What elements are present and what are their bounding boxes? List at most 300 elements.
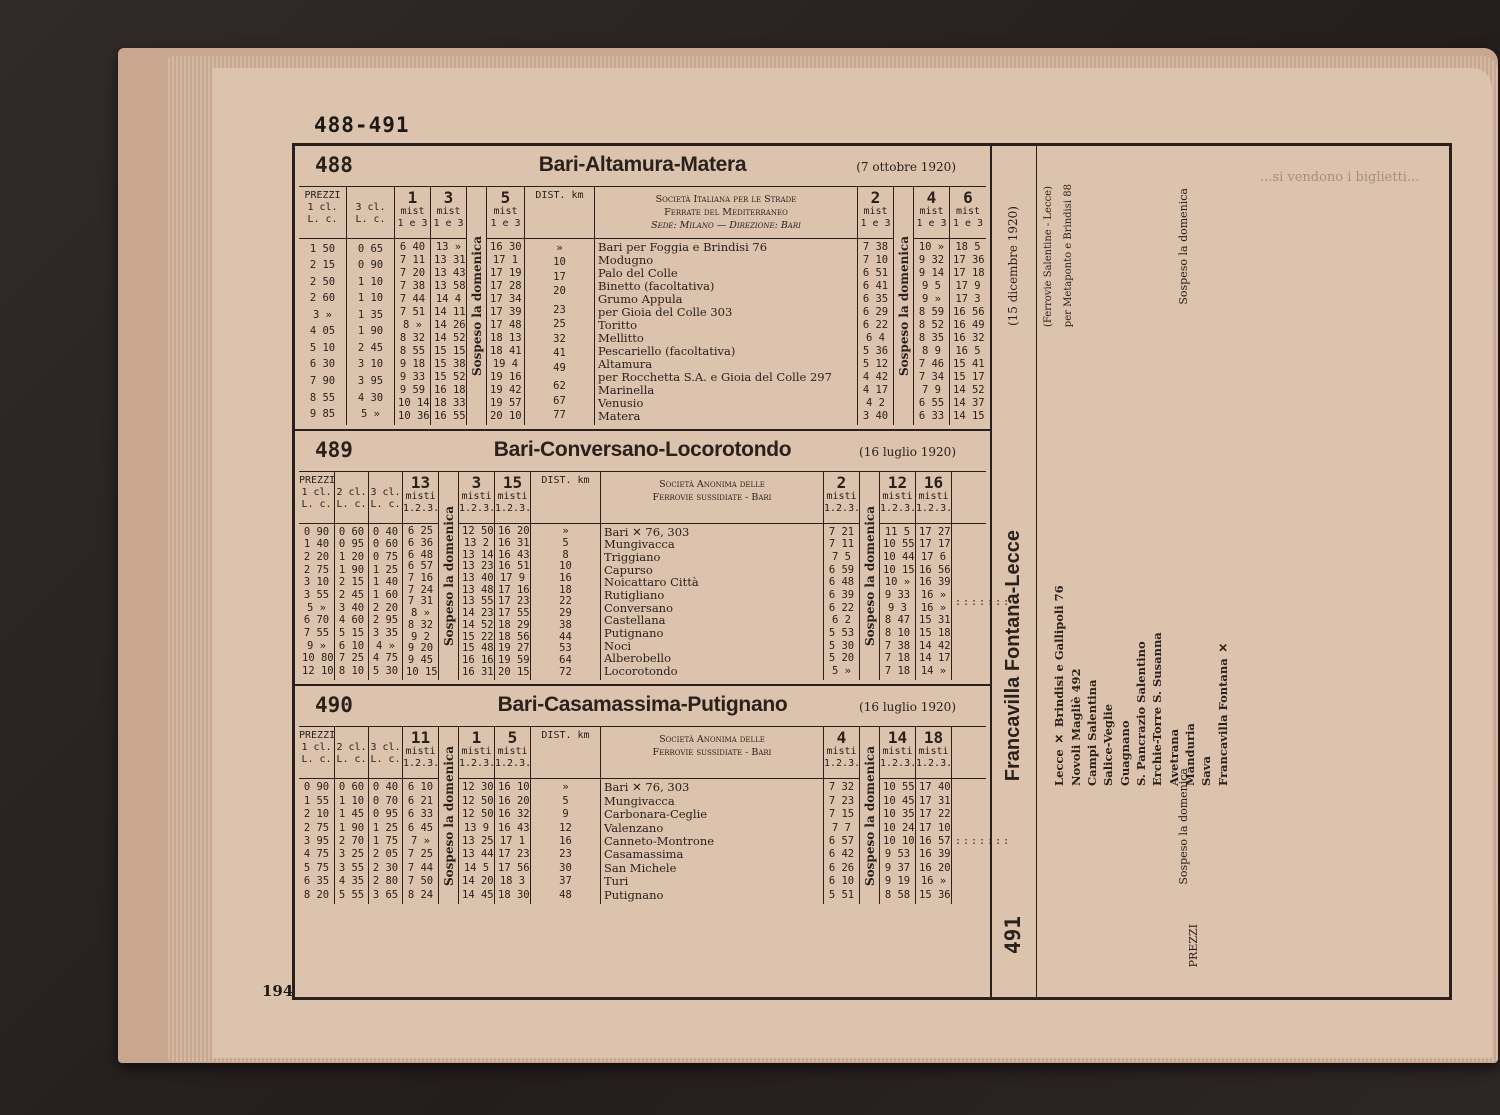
- section-title: Bari-Casamassima-Putignano: [497, 693, 788, 716]
- dots-filler: :::::::: [955, 836, 1012, 847]
- table-cell: 48: [559, 888, 572, 901]
- time-cell: 12 50: [462, 525, 494, 538]
- time-cell: 16 32: [953, 332, 985, 344]
- price-column-1cl: [299, 187, 347, 425]
- price-column-2cl: [335, 727, 369, 904]
- table-cell: 3 65: [372, 888, 399, 901]
- time-cell: 7 15: [828, 808, 855, 821]
- station-name: Pescariello (facoltativa): [598, 344, 736, 358]
- time-cell: 7 44: [399, 293, 426, 305]
- time-cell: 17 3: [955, 293, 981, 305]
- table-cell: 2 10: [303, 808, 330, 821]
- distance-header: DIST. km: [531, 727, 600, 779]
- time-cell: 8 10: [884, 627, 911, 640]
- time-cell: 7 »: [411, 834, 430, 847]
- table-cell: 4 75: [303, 848, 330, 861]
- table-cell: 7 55: [303, 627, 330, 640]
- table-cell: 1 40: [372, 576, 399, 589]
- train-class: 1.2.3.: [403, 758, 440, 769]
- train-column: [950, 187, 986, 425]
- train-header: [403, 727, 438, 779]
- table-cell: 30: [559, 861, 572, 874]
- station-name: per Rocchetta S.A. e Gioia del Colle 297: [598, 370, 832, 384]
- time-cell: 6 40: [399, 241, 426, 253]
- time-cell: 9 5: [922, 280, 941, 292]
- table-cell: 29: [559, 607, 572, 620]
- table-cell: 5 15: [338, 627, 365, 640]
- time-cell: 6 35: [862, 293, 889, 305]
- dots-filler: :::::::: [955, 596, 1012, 608]
- table-cell: 3 »: [313, 308, 332, 321]
- station-name: Campi Salentina: [1084, 679, 1099, 786]
- train-type: mist: [493, 206, 518, 217]
- train-header: [914, 187, 949, 239]
- time-cell: 8 24: [407, 888, 434, 901]
- time-cell: 15 41: [953, 358, 985, 370]
- train-header: [487, 187, 524, 239]
- time-cell: 17 10: [919, 821, 951, 834]
- train-header: [403, 472, 438, 524]
- train-header: [459, 472, 494, 524]
- table-cell: 1 75: [372, 834, 399, 847]
- time-cell: 17 39: [490, 306, 522, 318]
- time-cell: 14 26: [434, 319, 466, 331]
- time-cell: 17 31: [919, 794, 951, 807]
- time-cell: 5 36: [862, 345, 889, 357]
- station-name: Noci: [604, 638, 632, 653]
- train-type: mist: [863, 206, 888, 217]
- train-number: 2: [836, 473, 847, 492]
- table-cell: 7 25: [338, 652, 365, 665]
- sospeso-column: Sospeso la domenica: [860, 727, 880, 904]
- time-cell: 13 9: [463, 821, 490, 834]
- time-cell: 7 10: [862, 254, 889, 266]
- table-cell: 20: [553, 285, 566, 298]
- table-cell: 62: [553, 379, 566, 392]
- table-cell: »: [562, 525, 569, 538]
- price-column-3cl: [369, 472, 403, 680]
- section-title: Bari-Conversano-Locorotondo: [493, 438, 792, 461]
- train-column: [495, 727, 531, 904]
- table-cell: 3 35: [372, 627, 399, 640]
- time-cell: 18 41: [490, 345, 522, 357]
- time-cell: 13 23: [462, 560, 494, 573]
- table-cell: 3 25: [338, 848, 365, 861]
- table-cell: 5 75: [303, 861, 330, 874]
- time-cell: 5 20: [828, 652, 855, 665]
- time-cell: 16 20: [498, 525, 530, 538]
- table-cell: 2 20: [303, 551, 330, 564]
- table-cell: 1 45: [338, 808, 365, 821]
- time-cell: 19 16: [490, 371, 522, 383]
- table-cell: 23: [559, 848, 572, 861]
- table-cell: 0 60: [372, 538, 399, 551]
- time-cell: 15 48: [462, 642, 494, 655]
- table-cell: 3 10: [357, 358, 384, 371]
- table-cell: 0 75: [372, 551, 399, 564]
- company-header: Società Italiana per le Strade Ferrate del Mediterraneo Sede: Milano — Direzione: Bari: [595, 187, 857, 239]
- time-cell: 10 15: [406, 665, 438, 678]
- time-cell: 17 1: [492, 254, 519, 266]
- time-cell: 10 10: [883, 834, 915, 847]
- table-cell: 2 15: [338, 576, 365, 589]
- company-header: Società Anonima delle Ferrovie sussidiate - Bari: [601, 727, 823, 779]
- time-cell: 17 36: [953, 254, 985, 266]
- table-cell: 77: [553, 409, 566, 422]
- train-class: 1.2.3.: [916, 503, 953, 514]
- time-cell: 7 38: [862, 241, 889, 253]
- time-cell: 6 51: [862, 267, 889, 279]
- time-cell: 8 47: [884, 614, 911, 627]
- time-cell: 16 49: [953, 319, 985, 331]
- section-title: Francavilla Fontana-Lecce: [1001, 530, 1024, 782]
- station-name: Erchie-Torre S. Susanna: [1150, 632, 1165, 786]
- table-cell: 2 45: [338, 589, 365, 602]
- distance-column: [525, 187, 595, 425]
- train-type: misti: [405, 491, 436, 502]
- time-cell: 16 »: [920, 589, 947, 602]
- train-number: 14: [887, 728, 908, 747]
- station-name: Venusio: [598, 396, 644, 410]
- station-name: Capurso: [604, 562, 653, 577]
- table-cell: 64: [559, 653, 572, 666]
- time-cell: 12 30: [462, 781, 494, 794]
- time-cell: 10 44: [883, 551, 915, 564]
- time-cell: 13 2: [463, 537, 490, 550]
- time-cell: 5 12: [862, 358, 889, 370]
- train-type: mist: [400, 206, 425, 217]
- time-cell: 13 31: [434, 254, 466, 266]
- train-number: 1: [471, 728, 482, 747]
- time-cell: 7 16: [407, 572, 434, 585]
- timetable-490: [295, 686, 1012, 908]
- time-cell: 10 45: [883, 794, 915, 807]
- train-number: 13: [410, 473, 431, 492]
- train-header: [459, 727, 494, 779]
- section-number: 491: [1001, 916, 1025, 954]
- time-cell: 17 19: [490, 267, 522, 279]
- time-cell: 7 50: [407, 875, 434, 888]
- time-cell: 16 31: [498, 537, 530, 550]
- sospeso-column: Sospeso la domenica: [439, 472, 459, 680]
- table-cell: 5 10: [309, 341, 336, 354]
- time-cell: 14 52: [434, 332, 466, 344]
- table-cell: 1 90: [357, 325, 384, 338]
- time-cell: 16 56: [919, 563, 951, 576]
- table-cell: 4 75: [372, 652, 399, 665]
- train-type: mist: [919, 206, 944, 217]
- train-header: [858, 187, 893, 239]
- table-cell: 1 90: [338, 563, 365, 576]
- section-header: [295, 146, 990, 186]
- price-header: PREZZI: [1187, 924, 1200, 968]
- time-cell: 10 »: [884, 576, 911, 589]
- table-cell: 5 30: [372, 665, 399, 678]
- station-name: Binetto (facoltativa): [598, 279, 715, 293]
- train-class: 1 e 3: [490, 218, 521, 229]
- section-date: (15 dicembre 1920): [1006, 205, 1020, 327]
- train-number: 5: [507, 728, 518, 747]
- table-cell: 37: [559, 875, 572, 888]
- table-cell: »: [556, 241, 563, 254]
- time-cell: 13 »: [435, 241, 462, 253]
- time-cell: 15 38: [434, 358, 466, 370]
- page-footer-number: 194: [262, 982, 294, 1000]
- time-cell: 6 45: [407, 821, 434, 834]
- time-cell: 8 »: [403, 319, 422, 331]
- time-cell: 10 36: [398, 410, 430, 422]
- table-cell: 17: [553, 270, 566, 283]
- table-cell: 0 60: [338, 525, 365, 538]
- table-cell: 2 20: [372, 601, 399, 614]
- time-cell: 6 4: [866, 332, 885, 344]
- time-cell: 18 13: [490, 332, 522, 344]
- price-column-3cl: [347, 187, 395, 425]
- time-cell: 13 58: [434, 280, 466, 292]
- station-name: Avetrana: [1166, 728, 1181, 786]
- table-cell: 8: [562, 548, 569, 561]
- station-name: Triggiano: [604, 550, 661, 565]
- table-cell: 32: [553, 332, 566, 345]
- time-cell: 16 18: [434, 384, 466, 396]
- time-cell: 5 53: [828, 627, 855, 640]
- station-name: Castellana: [604, 613, 666, 628]
- table-cell: 3 40: [338, 601, 365, 614]
- time-cell: 16 10: [498, 781, 530, 794]
- time-cell: 16 20: [498, 794, 530, 807]
- table-cell: 1 60: [372, 589, 399, 602]
- train-class: 1 e 3: [397, 218, 428, 229]
- section-date: (7 ottobre 1920): [856, 160, 956, 174]
- train-column: [487, 187, 525, 425]
- station-name: Canneto-Montrone: [604, 833, 715, 848]
- time-cell: 6 41: [862, 280, 889, 292]
- table-cell: 72: [559, 665, 572, 678]
- time-cell: 12 50: [462, 808, 494, 821]
- table-cell: 9: [562, 808, 569, 821]
- table-cell: 0 90: [303, 525, 330, 538]
- station-name: Mungivacca: [604, 793, 675, 808]
- train-column: [403, 727, 439, 904]
- station-name: Turi: [604, 874, 629, 889]
- station-name: Locorotondo: [604, 664, 678, 679]
- train-type: misti: [882, 491, 913, 502]
- time-cell: 13 44: [462, 848, 494, 861]
- station-name: Guagnano: [1117, 720, 1132, 786]
- time-cell: 8 32: [407, 618, 434, 631]
- train-class: 1.2.3.: [495, 503, 532, 514]
- time-cell: 15 31: [919, 614, 951, 627]
- time-cell: 6 22: [862, 319, 889, 331]
- time-cell: 16 16: [462, 653, 494, 666]
- train-class: 1.2.3.: [880, 758, 917, 769]
- time-cell: 7 44: [407, 861, 434, 874]
- train-column: [880, 472, 916, 680]
- station-name: Salice-Veglie: [1101, 703, 1116, 786]
- time-cell: 9 »: [922, 293, 941, 305]
- time-cell: 16 »: [920, 875, 947, 888]
- table-cell: 67: [553, 394, 566, 407]
- station-name: Francavilla Fontana ✕: [1215, 640, 1230, 786]
- table-cell: 18: [559, 583, 572, 596]
- table-cell: 3 55: [303, 589, 330, 602]
- price-header: 3 cl. L. c.: [369, 727, 402, 779]
- time-cell: 9 14: [918, 267, 945, 279]
- time-cell: 18 29: [498, 618, 530, 631]
- sospeso-column: Sospeso la domenica: [467, 187, 487, 425]
- time-cell: 15 52: [434, 371, 466, 383]
- train-number: 4: [926, 188, 937, 207]
- table-cell: 23: [553, 303, 566, 316]
- time-cell: 13 25: [462, 834, 494, 847]
- time-cell: 6 57: [407, 560, 434, 573]
- table-cell: 38: [559, 618, 572, 631]
- sospeso-label: Sospeso la domenica: [1177, 187, 1190, 305]
- train-class: 1.2.3.: [824, 503, 861, 514]
- time-cell: 8 35: [918, 332, 945, 344]
- price-header: 2 cl. L. c.: [335, 472, 368, 524]
- train-class: 1.2.3.: [459, 503, 496, 514]
- train-class: 1.2.3.: [495, 758, 532, 769]
- time-cell: 4 17: [862, 384, 889, 396]
- time-cell: 9 20: [407, 642, 434, 655]
- section-title: Bari-Altamura-Matera: [538, 153, 747, 176]
- train-number: 12: [887, 473, 908, 492]
- train-class: 1.2.3.: [403, 503, 440, 514]
- table-cell: 0 40: [372, 781, 399, 794]
- train-header: [880, 727, 915, 779]
- time-cell: 18 5: [955, 241, 981, 253]
- train-number: 15: [502, 473, 523, 492]
- time-cell: 14 5: [463, 861, 490, 874]
- stations-column: [595, 187, 858, 425]
- time-cell: 17 55: [498, 607, 530, 620]
- time-cell: 15 36: [919, 888, 951, 901]
- table-cell: 0 90: [303, 781, 330, 794]
- table-cell: 2 75: [303, 821, 330, 834]
- table-cell: 8 20: [303, 888, 330, 901]
- time-cell: 6 33: [918, 410, 945, 422]
- train-number: 6: [963, 188, 973, 207]
- time-cell: 16 43: [498, 821, 530, 834]
- train-header: [824, 727, 859, 779]
- time-cell: 16 32: [498, 808, 530, 821]
- time-cell: 14 11: [434, 306, 466, 318]
- section-header: [295, 686, 990, 726]
- time-cell: 16 »: [920, 601, 947, 614]
- station-name: Manduria: [1183, 723, 1198, 786]
- time-cell: 8 9: [922, 345, 941, 357]
- time-cell: 7 31: [407, 595, 434, 608]
- time-cell: 5 30: [828, 639, 855, 652]
- section-number: 488: [315, 153, 353, 177]
- time-cell: 20 10: [490, 410, 522, 422]
- sospeso-label: Sospeso la domenica: [1177, 767, 1190, 885]
- station-name: Altamura: [598, 357, 653, 371]
- table-cell: 2 80: [372, 875, 399, 888]
- stations-column: [601, 472, 824, 680]
- train-class: 1.2.3.: [880, 503, 917, 514]
- section-number: 490: [315, 693, 353, 717]
- time-cell: 13 43: [434, 267, 466, 279]
- table-cell: 0 60: [338, 781, 365, 794]
- time-cell: 14 15: [953, 410, 985, 422]
- section-date: (16 luglio 1920): [859, 445, 956, 459]
- table-cell: 2 95: [372, 614, 399, 627]
- table-cell: 53: [559, 642, 572, 655]
- time-cell: 6 25: [407, 525, 434, 538]
- time-cell: 16 30: [490, 241, 522, 253]
- price-column-1cl: [299, 727, 335, 904]
- time-cell: 9 59: [399, 384, 426, 396]
- time-cell: 7 11: [399, 254, 426, 266]
- table-cell: 10: [559, 560, 572, 573]
- train-type: misti: [405, 746, 436, 757]
- table-cell: 2 60: [309, 292, 336, 305]
- table-cell: 10 80: [302, 652, 334, 665]
- time-cell: 19 4: [492, 358, 519, 370]
- distance-header: DIST. km: [531, 472, 600, 524]
- time-cell: 7 25: [407, 848, 434, 861]
- time-cell: 10 15: [883, 563, 915, 576]
- time-cell: 14 20: [462, 875, 494, 888]
- time-cell: 6 57: [828, 834, 855, 847]
- time-cell: 17 23: [498, 848, 530, 861]
- table-cell: 6 10: [338, 639, 365, 652]
- time-cell: 6 59: [828, 563, 855, 576]
- train-number: 18: [923, 728, 944, 747]
- time-cell: 8 »: [411, 607, 430, 620]
- table-cell: 44: [559, 630, 572, 643]
- train-number: 2: [870, 188, 881, 207]
- time-cell: 18 30: [498, 888, 530, 901]
- station-name: Mellitto: [598, 331, 644, 345]
- time-cell: 13 40: [462, 572, 494, 585]
- time-cell: 15 18: [919, 627, 951, 640]
- bleed-through-text: ...si vendono i biglietti...: [1260, 170, 1420, 185]
- time-cell: 4 42: [862, 371, 889, 383]
- time-cell: 14 52: [953, 384, 985, 396]
- page-header-number: 488-491: [314, 113, 410, 137]
- time-cell: 7 23: [828, 794, 855, 807]
- train-type: misti: [461, 746, 492, 757]
- price-column-2cl: [335, 472, 369, 680]
- time-cell: 6 42: [828, 848, 855, 861]
- station-name: Mungivacca: [604, 537, 675, 552]
- price-header: PREZZI 1 cl. L. c.: [299, 187, 346, 239]
- station-name: Palo del Colle: [598, 266, 678, 280]
- table-cell: 5 55: [338, 888, 365, 901]
- time-cell: 5 »: [832, 665, 851, 678]
- time-cell: 5 51: [828, 888, 855, 901]
- stations-list: [1051, 366, 1231, 786]
- time-cell: 3 40: [862, 410, 889, 422]
- time-cell: 17 9: [499, 572, 526, 585]
- time-cell: 6 48: [828, 576, 855, 589]
- station-name: Bari ✕ 76, 303: [604, 524, 690, 539]
- time-cell: 17 22: [919, 808, 951, 821]
- time-cell: 7 21: [828, 525, 855, 538]
- train-type: misti: [826, 746, 857, 757]
- section-date: (16 luglio 1920): [859, 700, 956, 714]
- time-cell: 16 56: [953, 306, 985, 318]
- time-cell: 7 5: [832, 551, 851, 564]
- table-cell: 5: [562, 537, 569, 550]
- train-header: [824, 472, 859, 524]
- table-cell: 1 10: [338, 794, 365, 807]
- empty-column: [952, 727, 1012, 904]
- price-header: 3 cl. L. c.: [347, 187, 394, 239]
